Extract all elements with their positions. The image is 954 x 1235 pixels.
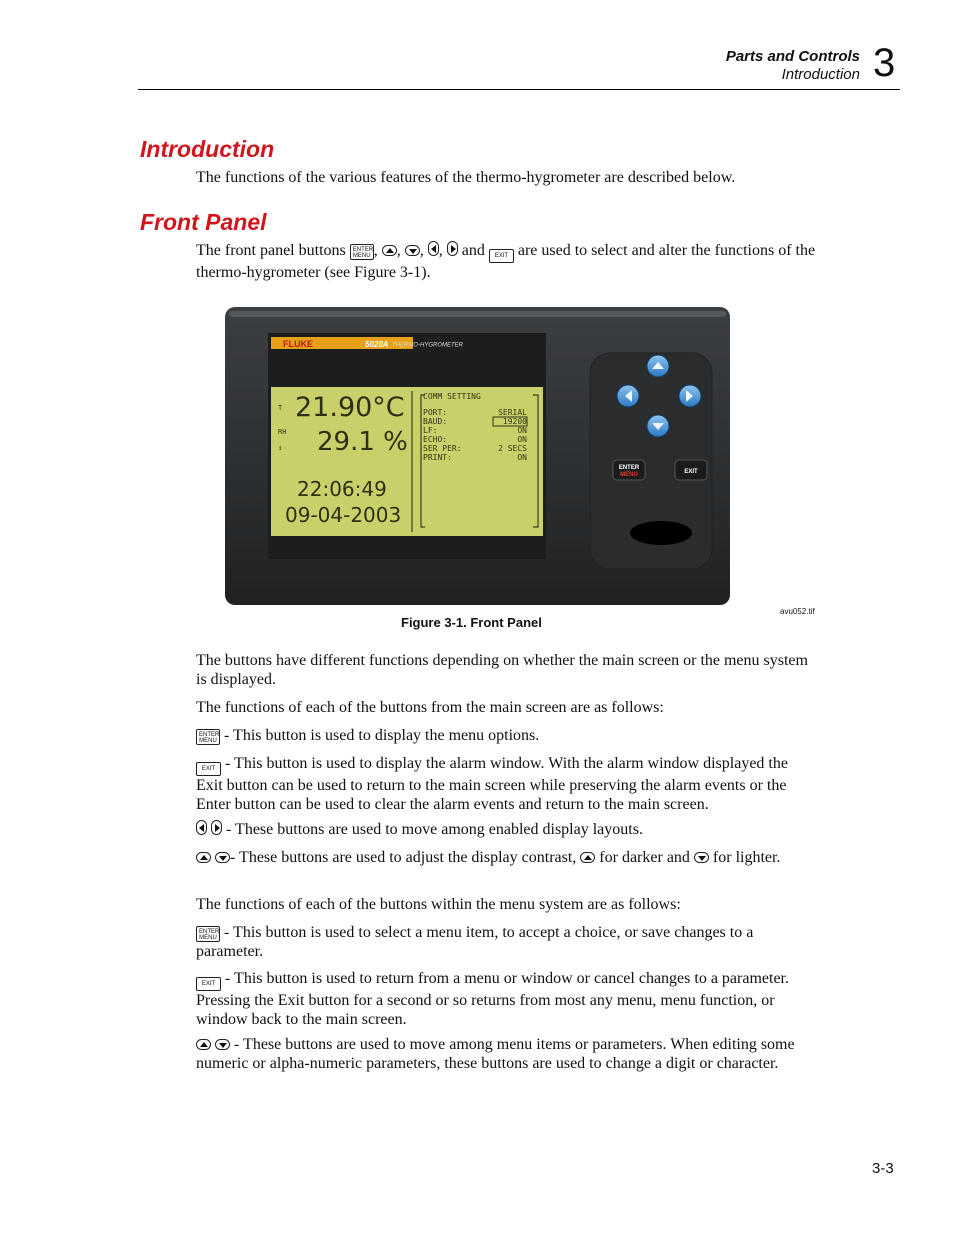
heading-front-panel: Front Panel <box>140 209 267 235</box>
down-arrow-key-icon <box>405 245 420 256</box>
lcd-menu-item-value: 2 SECS <box>498 444 527 453</box>
model-description: THERMO-HYGROMETER <box>392 342 463 349</box>
lcd-humidity: 29.1 % <box>317 427 408 457</box>
item-menu-up-down: - These buttons are used to move among menu items or parameters. When editing some numeric or alpha-numeric parameters, these buttons are used to change a digit or character. <box>196 1036 795 1072</box>
lcd-menu-item-value: SERIAL <box>498 408 527 417</box>
lcd-temperature: 21.90°C <box>295 392 405 423</box>
left-arrow-key-icon <box>428 241 439 256</box>
item-main-enter: ENTER MENU - This button is used to display the menu options. <box>196 726 816 745</box>
header-rule <box>138 89 900 90</box>
model-number: 5020A <box>365 340 389 349</box>
lcd-time: 22:06:49 <box>297 477 387 501</box>
right-arrow-key-icon <box>211 820 222 835</box>
brand-logo: FLUKE <box>283 339 313 349</box>
heading-introduction: Introduction <box>140 136 275 162</box>
exit-key-icon: EXIT <box>196 977 221 991</box>
svg-text:↕: ↕ <box>278 444 283 452</box>
enter-menu-key-icon: ENTER MENU <box>196 926 220 942</box>
lcd-menu-item-label: LF: <box>423 426 438 435</box>
paragraph-main-screen-intro: The functions of each of the buttons from the main screen are as follows: <box>196 699 664 716</box>
lcd-menu-item-value: ON <box>517 426 527 435</box>
intro-paragraph: The functions of the various features of the thermo-hygrometer are described below. <box>196 169 736 186</box>
left-arrow-key-icon <box>196 820 207 835</box>
lcd-menu-item-value: 19200 <box>502 417 527 426</box>
lcd-rh-label: RH <box>278 428 287 436</box>
lcd-menu-item-value: ON <box>517 435 527 444</box>
enter-menu-key-icon: ENTER MENU <box>196 729 220 745</box>
exit-key-icon: EXIT <box>489 249 514 263</box>
front-panel-figure <box>225 307 730 605</box>
lcd-date: 09-04-2003 <box>285 503 402 527</box>
down-arrow-key-icon <box>694 852 709 863</box>
lcd-menu-item-label: ECHO: <box>423 435 448 444</box>
chapter-number: 3 <box>873 41 896 85</box>
down-arrow-key-icon <box>215 852 230 863</box>
running-header-chapter: Parts and Controls <box>725 48 860 65</box>
lcd-menu-item-label: SER PER: <box>423 444 462 453</box>
down-arrow-key-icon <box>215 1039 230 1050</box>
item-main-left-right: - These buttons are used to move among enabled display layouts. <box>196 820 816 839</box>
lcd-menu-item-label: PORT: <box>423 408 448 417</box>
paragraph-menu-system-intro: The functions of each of the buttons within the menu system are as follows: <box>196 896 681 913</box>
up-arrow-key-icon <box>196 852 211 863</box>
lcd-menu-title: COMM SETTING <box>423 392 481 401</box>
enter-menu-key-icon: ENTER MENU <box>350 244 374 260</box>
up-arrow-key-icon <box>580 852 595 863</box>
item-main-exit: EXIT - This button is used to display the alarm window. With the alarm window displayed the Exit button can be used to return to the main screen while preserving the alarm events or the Enter button can be used to clear the alarm events and return to the main screen. <box>196 755 788 813</box>
running-header-section: Introduction <box>781 66 860 83</box>
lcd-menu-item-value: ON <box>517 453 527 462</box>
front-panel-text-after: are used to select and alter the functions of the thermo-hygrometer (see Figure 3-1). <box>196 242 816 281</box>
exit-key-icon: EXIT <box>196 762 221 776</box>
lcd-menu-item-label: BAUD: <box>423 417 448 426</box>
item-menu-exit: EXIT - This button is used to return from a menu or window or cancel changes to a parameter. Pressing the Exit button for a second or so returns from most any menu, menu function, or window back to the main screen. <box>196 970 789 1028</box>
up-arrow-key-icon <box>196 1039 211 1050</box>
paragraph-buttons-functions: The buttons have different functions depending on whether the main screen or the menu system is displayed. <box>196 652 808 688</box>
figure-caption: Figure 3-1. Front Panel <box>401 615 542 630</box>
item-menu-enter: ENTER MENU - This button is used to select a menu item, to accept a choice, or save changes to a parameter. <box>196 924 754 960</box>
figure-filename: avu052.tif <box>780 607 815 616</box>
lcd-menu-item-label: PRINT: <box>423 453 452 462</box>
front-panel-text-before: The front panel buttons <box>196 242 346 259</box>
front-panel-paragraph: The front panel buttons ENTER MENU , , , , and EXIT are used to select and alter the functions of the thermo-hygrometer (see Figure 3-1). <box>196 242 816 281</box>
up-arrow-key-icon <box>382 245 397 256</box>
lcd-temp-label: T <box>278 404 283 412</box>
svg-text:ENTER: ENTER <box>618 465 640 471</box>
item-main-up-down: - These buttons are used to adjust the display contrast, for darker and for lighter. <box>196 848 816 867</box>
ir-window <box>630 521 692 545</box>
page-number: 3-3 <box>872 1160 894 1177</box>
right-arrow-key-icon <box>447 241 458 256</box>
svg-text:MENU: MENU <box>620 472 638 478</box>
front-panel-text-and: and <box>461 242 485 259</box>
svg-text:EXIT: EXIT <box>684 469 698 475</box>
